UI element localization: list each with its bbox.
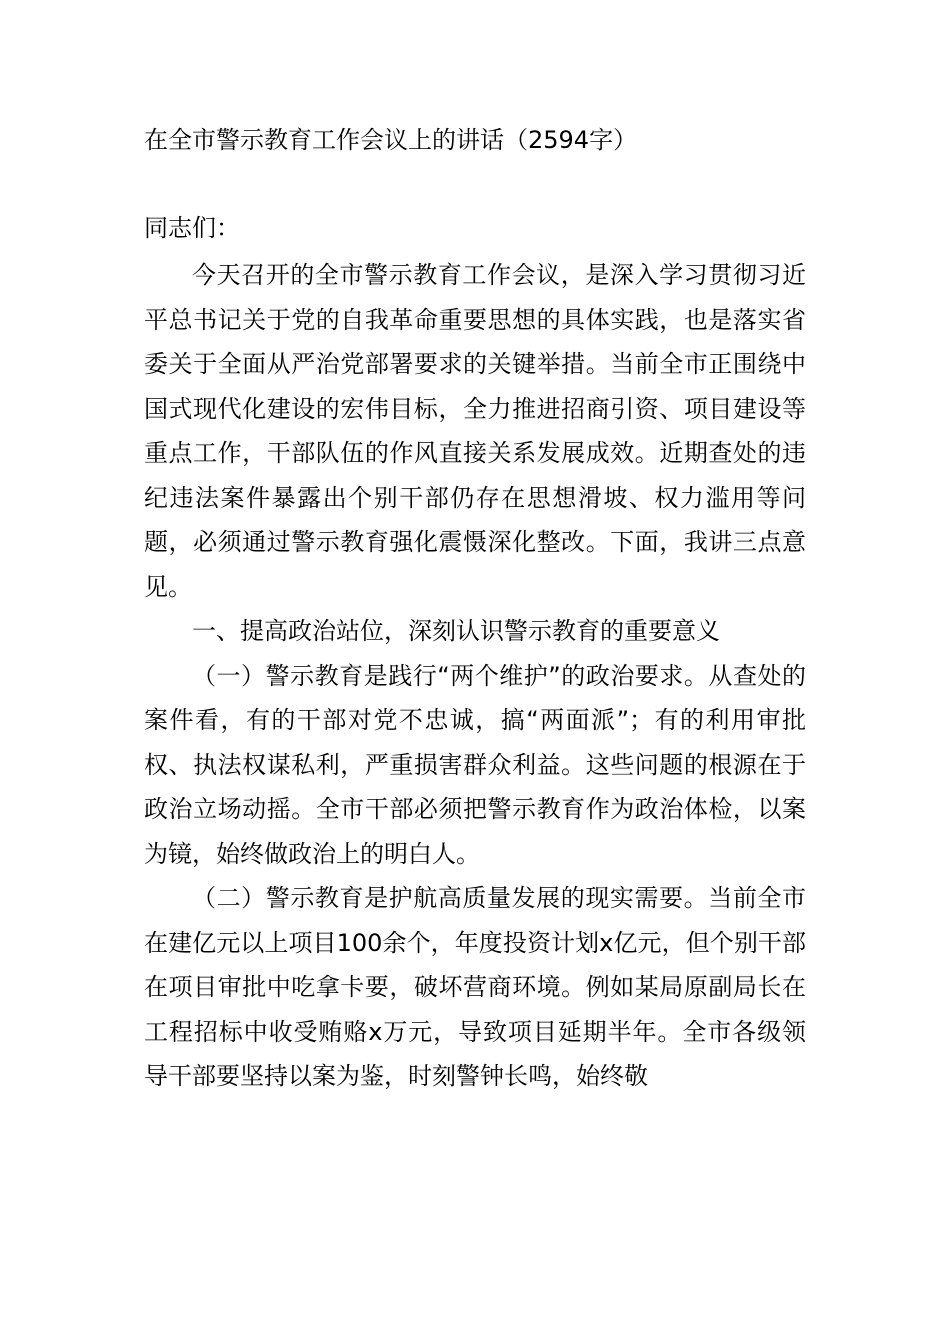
salutation: 同志们： bbox=[144, 214, 240, 242]
document-title: 在全市警示教育工作会议上的讲话（2594字） bbox=[144, 126, 638, 154]
paragraph-subsection-2: （二）警示教育是护航高质量发展的现实需要。当前全市在建亿元以上项目100余个，年度投资计划x亿元，但个别干部在项目审批中吃拿卡要，破坏营商环境。例如某局原副局长在工程招标中收受贿赂x万元，导致项目延期半年。全市各级领导干部要坚持以案为鉴，时刻警钟长鸣，始终敬 bbox=[144, 884, 806, 1090]
paragraph-opening: 今天召开的全市警示教育工作会议，是深入学习贯彻习近平总书记关于党的自我革命重要思想的具体实践，也是落实省委关于全面从严治党部署要求的关键举措。当前全市正围绕中国式现代化建设的宏伟目标，全力推进招商引资、项目建设等重点工作，干部队伍的作风直接关系发展成效。近期查处的违纪违法案件暴露出个别干部仍存在思想滑坡、权力滥用等问题，必须通过警示教育强化震慑深化整改。下面，我讲三点意见。 bbox=[144, 261, 806, 601]
paragraph-subsection-1: （一）警示教育是践行“两个维护”的政治要求。从查处的案件看，有的干部对党不忠诚，搞“两面派”；有的利用审批权、执法权谋私利，严重损害群众利益。这些问题的根源在于政治立场动摇。全市干部必须把警示教育作为政治体检，以案为镜，始终做政治上的明白人。 bbox=[144, 661, 806, 868]
document-body bbox=[144, 253, 806, 1099]
section-heading-1: 一、提高政治站位，深刻认识警示教育的重要意义 bbox=[192, 617, 720, 645]
